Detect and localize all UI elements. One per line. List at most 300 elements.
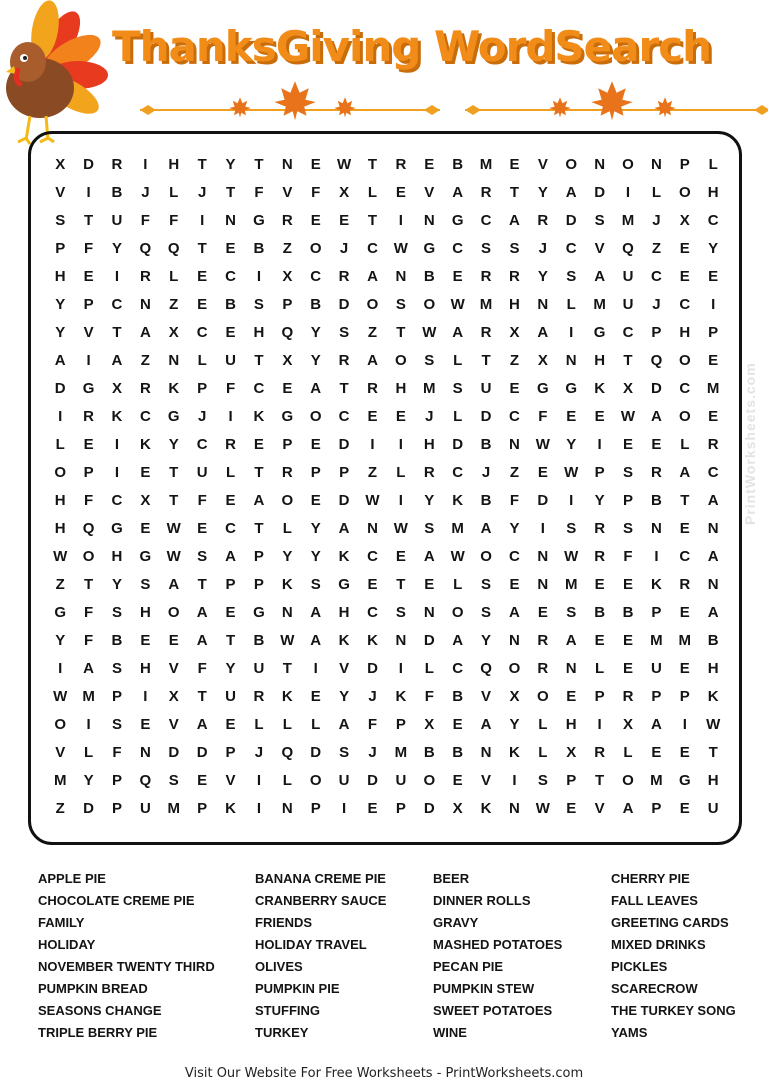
grid-cell: I <box>540 520 545 537</box>
grid-cell: E <box>197 296 208 313</box>
grid-cell: P <box>111 800 122 817</box>
grid-cell: E <box>197 772 208 789</box>
grid-cell: Z <box>509 352 520 369</box>
grid-cell: R <box>622 688 634 705</box>
grid-cell: R <box>509 268 520 285</box>
watermark: PrintWorksheets.com <box>742 362 758 525</box>
grid-cell: I <box>86 184 91 201</box>
grid-cell: G <box>537 380 549 397</box>
grid-cell: E <box>708 268 719 285</box>
grid-cell: C <box>196 324 208 341</box>
grid-cell: Z <box>55 800 65 817</box>
grid-cell: K <box>111 408 123 425</box>
grid-cell: Y <box>225 156 236 173</box>
grid-cell: K <box>281 688 293 705</box>
grid-cell: U <box>111 212 123 229</box>
grid-cell: D <box>650 380 662 397</box>
grid-cell: E <box>424 576 435 593</box>
grid-cell: C <box>367 604 378 621</box>
grid-cell: U <box>338 772 350 789</box>
grid-cell: D <box>537 492 549 509</box>
turkey-icon <box>0 0 110 150</box>
grid-cell: E <box>83 268 94 285</box>
grid-cell: Q <box>650 352 663 369</box>
word-list-item: SEASONS CHANGE <box>38 1003 162 1018</box>
word-list-item: APPLE PIE <box>38 871 106 886</box>
grid-cell: S <box>168 772 179 789</box>
grid-cell: N <box>281 604 293 621</box>
grid-cell: G <box>111 520 123 537</box>
grid-cell: K <box>338 632 350 649</box>
grid-cell: D <box>338 492 350 509</box>
grid-cell: G <box>281 408 294 425</box>
grid-cell: R <box>111 156 123 173</box>
grid-cell: C <box>565 240 577 257</box>
grid-cell: M <box>394 744 408 761</box>
grid-cell: S <box>111 604 122 621</box>
grid-cell: P <box>55 240 66 257</box>
grid-cell: P <box>253 576 264 593</box>
grid-cell: T <box>339 380 349 397</box>
grid-cell: H <box>168 156 180 173</box>
grid-cell: J <box>339 240 349 257</box>
grid-cell: Y <box>537 184 548 201</box>
grid-cell: Z <box>55 576 65 593</box>
grid-cell: H <box>54 268 66 285</box>
grid-cell: H <box>594 352 606 369</box>
grid-cell: F <box>538 408 548 425</box>
grid-cell: W <box>166 548 181 565</box>
grid-cell: L <box>169 184 179 201</box>
grid-cell: T <box>595 772 605 789</box>
grid-cell: C <box>679 296 691 313</box>
grid-cell: A <box>310 604 322 621</box>
grid-cell: Z <box>140 352 150 369</box>
word-list-item: TURKEY <box>255 1025 309 1040</box>
grid-cell: W <box>564 548 579 565</box>
grid-cell: N <box>139 744 151 761</box>
grid-cell: W <box>422 324 437 341</box>
grid-cell: H <box>338 604 350 621</box>
grid-cell: P <box>594 464 605 481</box>
grid-cell: M <box>650 632 663 649</box>
grid-cell: A <box>168 576 180 593</box>
grid-cell: Y <box>55 296 66 313</box>
grid-cell: T <box>197 576 207 593</box>
grid-cell: L <box>197 352 207 369</box>
grid-cell: B <box>423 268 435 285</box>
grid-cell: B <box>310 296 322 313</box>
grid-cell: L <box>708 156 718 173</box>
grid-cell: S <box>310 576 321 593</box>
grid-cell: A <box>310 632 322 649</box>
grid-cell: E <box>310 156 321 173</box>
grid-cell: Y <box>566 436 577 453</box>
grid-cell: D <box>594 184 606 201</box>
word-list-item: PUMPKIN PIE <box>255 981 340 996</box>
grid-cell: W <box>166 520 181 537</box>
grid-cell: U <box>139 800 151 817</box>
grid-cell: A <box>253 492 265 509</box>
grid-cell: K <box>253 408 265 425</box>
grid-cell: E <box>679 744 690 761</box>
grid-cell: C <box>707 212 719 229</box>
grid-cell: H <box>707 772 719 789</box>
grid-cell: Q <box>139 240 152 257</box>
grid-cell: P <box>339 464 350 481</box>
grid-cell: A <box>480 520 492 537</box>
grid-cell: P <box>566 772 577 789</box>
grid-cell: I <box>597 436 602 453</box>
word-list-item: TRIPLE BERRY PIE <box>38 1025 158 1040</box>
grid-cell: A <box>54 352 66 369</box>
grid-cell: B <box>480 436 492 453</box>
grid-cell: W <box>450 296 465 313</box>
grid-cell: E <box>679 240 690 257</box>
grid-cell: I <box>711 296 716 313</box>
grid-cell: W <box>365 492 380 509</box>
grid-cell: K <box>168 380 180 397</box>
grid-cell: J <box>141 184 150 201</box>
grid-cell: S <box>111 660 122 677</box>
grid-cell: N <box>423 604 435 621</box>
word-list-item: PECAN PIE <box>433 959 504 974</box>
grid-cell: G <box>167 408 180 425</box>
grid-cell: N <box>367 520 378 537</box>
grid-cell: B <box>111 632 123 649</box>
grid-cell: A <box>310 380 322 397</box>
grid-cell: L <box>595 660 605 677</box>
grid-cell: P <box>197 800 208 817</box>
grid-cell: D <box>452 436 464 453</box>
grid-cell: P <box>395 800 406 817</box>
grid-cell: I <box>58 408 63 425</box>
grid-cell: J <box>425 408 434 425</box>
grid-cell: J <box>652 212 661 229</box>
word-list-item: FALL LEAVES <box>611 893 698 908</box>
grid-cell: A <box>452 324 464 341</box>
grid-cell: N <box>565 352 577 369</box>
grid-cell: L <box>169 268 179 285</box>
word-list-item: PUMPKIN STEW <box>433 981 535 996</box>
grid-cell: E <box>594 632 605 649</box>
grid-cell: T <box>282 660 292 677</box>
grid-cell: C <box>509 548 520 565</box>
grid-cell: E <box>708 408 719 425</box>
grid-cell: T <box>84 576 94 593</box>
grid-cell: C <box>225 268 236 285</box>
grid-cell: N <box>395 268 407 285</box>
grid-cell: B <box>111 184 123 201</box>
grid-cell: C <box>367 240 378 257</box>
grid-cell: H <box>253 324 265 341</box>
grid-cell: E <box>140 520 151 537</box>
grid-cell: G <box>139 548 152 565</box>
grid-cell: R <box>225 436 236 453</box>
grid-cell: D <box>168 744 180 761</box>
grid-cell: O <box>678 408 691 425</box>
grid-cell: V <box>594 240 605 257</box>
grid-cell: H <box>707 660 719 677</box>
grid-cell: I <box>625 184 631 201</box>
grid-cell: I <box>228 408 233 425</box>
grid-cell: N <box>168 352 180 369</box>
grid-cell: L <box>282 716 292 733</box>
grid-cell: M <box>479 296 493 313</box>
grid-cell: A <box>594 268 606 285</box>
grid-cell: U <box>650 660 662 677</box>
grid-cell: F <box>311 184 321 201</box>
grid-cell: W <box>53 548 68 565</box>
grid-cell: N <box>281 156 293 173</box>
grid-cell: Y <box>310 352 321 369</box>
grid-cell: B <box>452 744 464 761</box>
grid-cell: W <box>706 716 721 733</box>
grid-cell: A <box>707 548 719 565</box>
grid-cell: P <box>111 688 122 705</box>
grid-cell: R <box>594 548 606 565</box>
grid-cell: M <box>593 296 606 313</box>
grid-cell: X <box>452 800 463 817</box>
grid-cell: U <box>395 772 407 789</box>
grid-cell: W <box>393 240 408 257</box>
word-list-item: YAMS <box>611 1025 648 1040</box>
grid-cell: C <box>196 436 208 453</box>
grid-cell: A <box>650 408 662 425</box>
grid-cell: I <box>512 772 517 789</box>
grid-cell: K <box>395 688 407 705</box>
grid-cell: R <box>423 464 435 481</box>
grid-cell: S <box>197 548 208 565</box>
grid-cell: X <box>509 324 520 341</box>
grid-cell: F <box>140 212 150 229</box>
grid-cell: N <box>565 660 577 677</box>
grid-cell: A <box>650 716 662 733</box>
grid-cell: W <box>393 520 408 537</box>
grid-cell: S <box>509 240 520 257</box>
grid-cell: F <box>197 492 207 509</box>
grid-cell: P <box>651 324 662 341</box>
grid-cell: X <box>679 212 690 229</box>
grid-cell: G <box>565 380 578 397</box>
grid-cell: R <box>707 436 719 453</box>
grid-cell: T <box>225 632 236 649</box>
grid-cell: X <box>424 716 435 733</box>
grid-cell: P <box>395 716 406 733</box>
grid-cell: T <box>367 212 378 229</box>
grid-cell: Y <box>111 240 122 257</box>
grid-cell: E <box>310 212 321 229</box>
grid-cell: N <box>139 296 151 313</box>
grid-cell: V <box>481 772 492 789</box>
grid-cell: L <box>453 352 463 369</box>
word-list-item: CHOCOLATE CREME PIE <box>38 893 195 908</box>
grid-cell: G <box>82 380 95 397</box>
grid-cell: G <box>451 212 464 229</box>
grid-cell: F <box>112 744 122 761</box>
grid-cell: Q <box>82 520 95 537</box>
grid-cell: D <box>338 296 350 313</box>
grid-cell: S <box>395 604 406 621</box>
grid-cell: A <box>480 716 492 733</box>
grid-cell: I <box>654 548 659 565</box>
grid-cell: R <box>139 268 151 285</box>
grid-cell: O <box>678 352 691 369</box>
grid-cell: D <box>310 744 322 761</box>
grid-cell: O <box>54 716 67 733</box>
grid-cell: V <box>225 772 236 789</box>
grid-cell: C <box>253 380 265 397</box>
grid-cell: B <box>452 156 464 173</box>
grid-cell: K <box>650 576 662 593</box>
grid-cell: I <box>398 660 403 677</box>
grid-cell: K <box>338 548 350 565</box>
grid-cell: J <box>197 184 207 201</box>
grid-cell: P <box>651 800 662 817</box>
grid-cell: B <box>253 240 265 257</box>
grid-cell: D <box>54 380 66 397</box>
grid-cell: O <box>565 156 578 173</box>
grid-cell: Z <box>282 240 292 257</box>
grid-cell: E <box>197 268 208 285</box>
grid-cell: Z <box>367 324 378 341</box>
grid-cell: C <box>622 324 634 341</box>
grid-cell: C <box>679 548 691 565</box>
grid-cell: L <box>623 744 633 761</box>
grid-cell: B <box>452 688 464 705</box>
grid-cell: W <box>564 464 579 481</box>
grid-cell: L <box>538 716 548 733</box>
grid-cell: Y <box>225 660 236 677</box>
grid-cell: Y <box>339 688 350 705</box>
grid-cell: A <box>225 548 236 565</box>
grid-cell: U <box>196 464 208 481</box>
grid-cell: E <box>310 436 321 453</box>
grid-cell: C <box>452 660 464 677</box>
word-list <box>38 868 758 1044</box>
grid-cell: R <box>537 212 549 229</box>
grid-cell: D <box>423 632 435 649</box>
grid-cell: Z <box>367 464 378 481</box>
grid-cell: U <box>622 268 634 285</box>
title-divider <box>140 80 768 130</box>
grid-cell: I <box>569 324 574 341</box>
grid-cell: S <box>339 324 350 341</box>
grid-cell: X <box>55 156 66 173</box>
grid-cell: R <box>537 660 549 677</box>
grid-cell: I <box>398 212 403 229</box>
grid-cell: N <box>509 436 520 453</box>
grid-cell: V <box>481 688 492 705</box>
grid-cell: A <box>338 520 350 537</box>
grid-cell: G <box>423 240 436 257</box>
grid-cell: L <box>55 436 65 453</box>
grid-cell: W <box>535 436 550 453</box>
grid-cell: Q <box>281 744 294 761</box>
grid-cell: I <box>114 436 120 453</box>
grid-cell: T <box>396 576 406 593</box>
grid-cell: O <box>423 772 436 789</box>
grid-cell: C <box>650 268 662 285</box>
grid-cell: O <box>451 604 464 621</box>
grid-cell: H <box>565 716 577 733</box>
grid-cell: S <box>452 380 463 397</box>
grid-cell: V <box>168 716 179 733</box>
grid-cell: U <box>225 352 236 369</box>
grid-cell: K <box>452 492 464 509</box>
grid-cell: S <box>481 240 492 257</box>
grid-cell: H <box>395 380 407 397</box>
grid-cell: T <box>680 492 690 509</box>
grid-cell: I <box>313 660 318 677</box>
grid-cell: P <box>225 576 236 593</box>
word-list-item: OLIVES <box>255 959 303 974</box>
grid-cell: M <box>479 156 493 173</box>
grid-cell: L <box>424 660 434 677</box>
grid-cell: V <box>424 184 435 201</box>
grid-cell: V <box>55 744 66 761</box>
word-list-item: PICKLES <box>611 959 668 974</box>
grid-cell: C <box>452 240 464 257</box>
grid-cell: P <box>83 464 94 481</box>
grid-cell: X <box>282 352 293 369</box>
grid-cell: A <box>139 324 151 341</box>
grid-cell: W <box>337 156 352 173</box>
grid-cell: I <box>143 156 148 173</box>
grid-cell: J <box>254 744 264 761</box>
grid-cell: B <box>594 604 606 621</box>
grid-cell: T <box>197 156 207 173</box>
grid-cell: N <box>650 156 662 173</box>
word-list-item: FAMILY <box>38 915 85 930</box>
grid-cell: T <box>197 240 207 257</box>
grid-cell: F <box>254 184 264 201</box>
grid-cell: L <box>566 296 576 313</box>
grid-cell: W <box>280 632 295 649</box>
grid-cell: E <box>708 352 719 369</box>
grid-cell: N <box>537 548 549 565</box>
grid-cell: P <box>282 436 293 453</box>
grid-cell: B <box>480 492 492 509</box>
grid-cell: E <box>679 520 690 537</box>
grid-cell: Y <box>481 632 492 649</box>
grid-cell: S <box>623 520 634 537</box>
grid-cell: G <box>593 324 606 341</box>
grid-cell: P <box>708 324 719 341</box>
grid-cell: C <box>452 464 464 481</box>
word-list-item: DINNER ROLLS <box>433 893 531 908</box>
grid-cell: S <box>424 352 435 369</box>
grid-cell: K <box>281 576 293 593</box>
grid-cell: E <box>452 716 463 733</box>
grid-cell: I <box>86 716 91 733</box>
grid-cell: R <box>83 408 94 425</box>
grid-cell: G <box>253 212 265 229</box>
grid-cell: T <box>254 352 264 369</box>
grid-cell: R <box>281 212 293 229</box>
grid-cell: A <box>196 716 208 733</box>
grid-cell: O <box>537 688 549 705</box>
grid-cell: A <box>196 604 208 621</box>
grid-cell: R <box>139 380 151 397</box>
grid-cell: F <box>623 548 633 565</box>
grid-cell: U <box>225 688 236 705</box>
grid-cell: X <box>111 380 122 397</box>
grid-cell: E <box>197 520 208 537</box>
grid-cell: L <box>680 436 690 453</box>
grid-cell: T <box>509 184 520 201</box>
grid-cell: X <box>168 324 179 341</box>
